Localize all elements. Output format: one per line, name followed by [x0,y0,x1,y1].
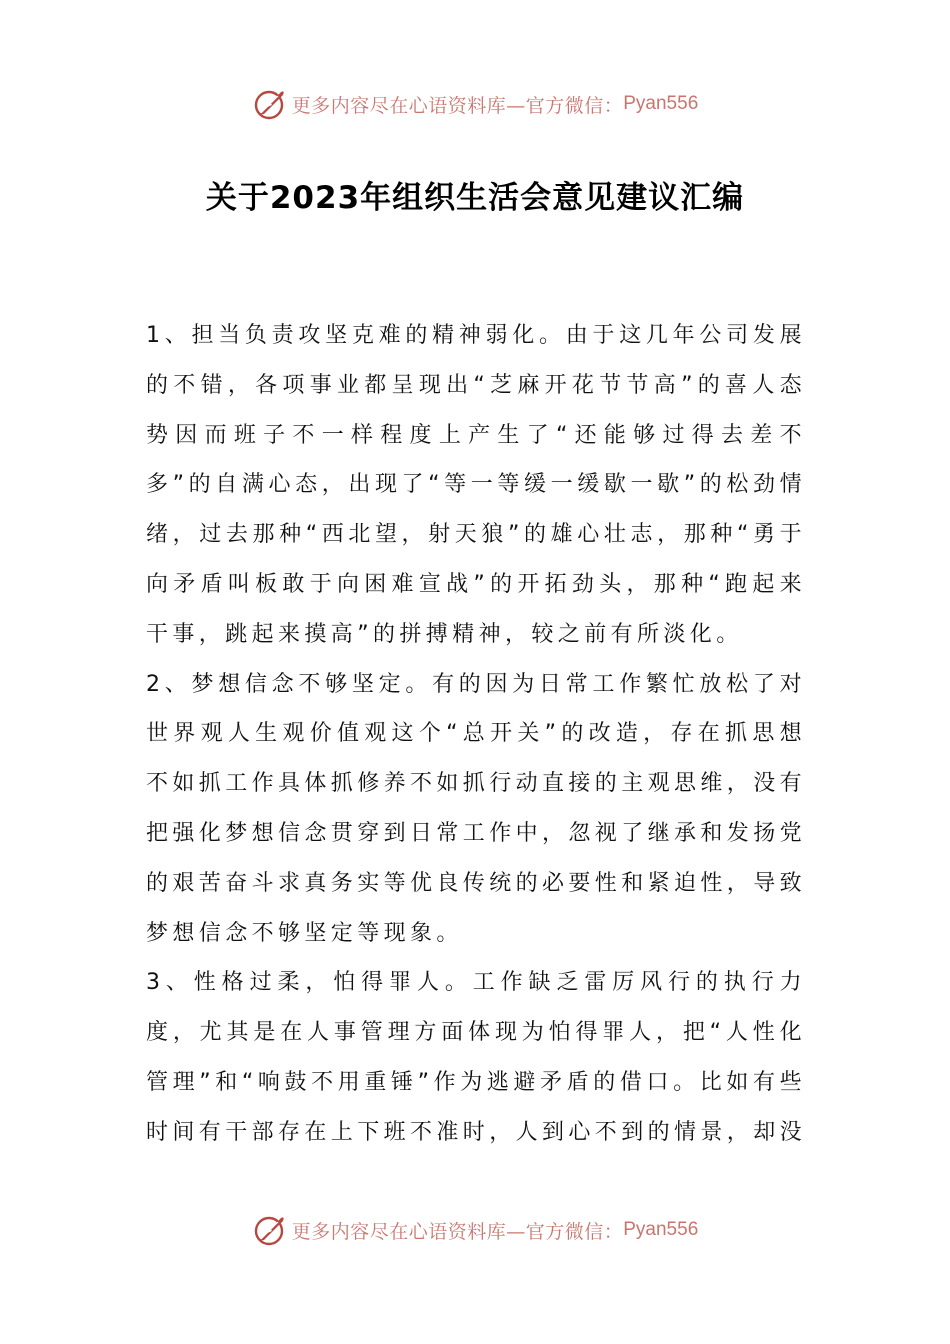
quill-logo-icon [252,86,288,122]
paragraph-2: 2、梦想信念不够坚定。有的因为日常工作繁忙放松了对世界观人生观价值观这个“总开关”的改造，存在抓思想不如抓工作具体抓修养不如抓行动直接的主观思维，没有把强化梦想信念贯穿到日常工作中，忽视了继承和发扬党的艰苦奋斗求真务实等优良传统的必要性和紧迫性，导致梦想信念不够坚定等现象。 [146,671,807,946]
footer-banner-text: 更多内容尽在心语资料库—官方微信： [291,1220,624,1243]
footer-wechat-handle: Pyan556 [623,1219,699,1240]
header-banner [0,84,950,124]
header-wechat-handle: Pyan556 [623,93,699,114]
footer-banner [0,1210,950,1250]
quill-logo-icon [252,1212,288,1248]
paragraph-3: 3、性格过柔，怕得罪人。工作缺乏雷厉风行的执行力度，尤其是在人事管理方面体现为怕得罪人，把“人性化管理”和“响鼓不用重锤”作为逃避矛盾的借口。比如有些时间有干部存在上下班不准时，人到心不到的情景，却没 [146,970,807,1145]
document-body [146,311,806,1158]
document-title: 关于2023年组织生活会意见建议汇编 [205,180,745,216]
paragraph-1: 1、担当负责攻坚克难的精神弱化。由于这几年公司发展的不错，各项事业都呈现出“芝麻开花节节高”的喜人态势因而班子不一样程度上产生了“还能够过得去差不多”的自满心态，出现了“等一等缓一缓歇一歇”的松劲情绪，过去那种“西北望，射天狼”的雄心壮志，那种“勇于向矛盾叫板敢于向困难宣战”的开拓劲头，那种“跑起来干事，跳起来摸高”的拼搏精神，较之前有所淡化。 [146,323,806,647]
header-banner-text: 更多内容尽在心语资料库—官方微信： [291,94,624,117]
